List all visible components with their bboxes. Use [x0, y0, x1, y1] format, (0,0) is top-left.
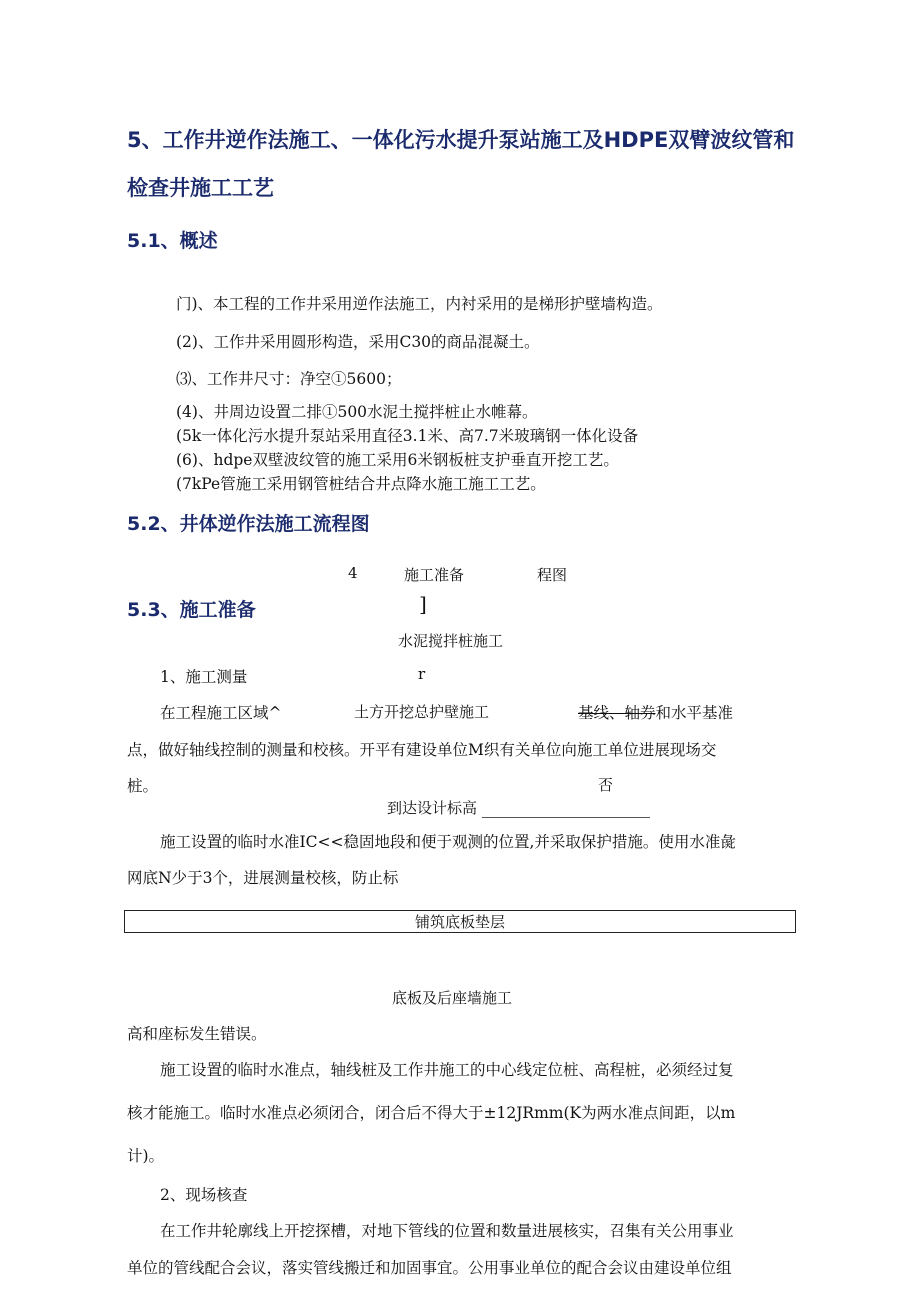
overview-item-1: 门)、本工程的工作井采用逆作法施工，内衬采用的是梯形护壁墙构造。 [176, 295, 663, 313]
chapter-title-line2: 检查井施工工艺 [127, 176, 274, 200]
section-5-3-title: 5.3、施工准备 [127, 599, 256, 621]
flow-step-mixing-pile: 水泥搅拌桩施工 [398, 632, 504, 650]
struck-text: 基线、轴券 [578, 704, 656, 722]
flow-step-bedding: 铺筑底板垫层 [414, 913, 505, 931]
survey-para1-line2: 点，做好轴线控制的测量和校核。开平有建设单位M织有关单位向施工单位进展现场交 [127, 741, 717, 759]
survey-para2-line3: 高和座标发生错误。 [127, 1025, 267, 1043]
flow-step-preparation: 施工准备 [404, 566, 465, 584]
subsection-survey-title: 1、施工测量 [160, 668, 248, 686]
survey-para2-line2: 网底N少于3个，进展测量校核，防止标 [127, 869, 399, 887]
section-5-1-title: 5.1、概述 [127, 230, 218, 252]
survey-para3-line3: 计)。 [127, 1147, 165, 1165]
site-check-para-line2: 单位的管线配合会议，落实管线搬迁和加固事宜。公用事业单位的配合会议由建设单位组 [127, 1259, 732, 1277]
chapter-title-line1: 5、工作井逆作法施工、一体化污水提升泵站施工及HDPE双臂波纹管和 [127, 128, 795, 152]
flow-connector: ] [419, 592, 427, 616]
survey-para1-end: 和水平基准 [655, 704, 734, 722]
overview-item-3: ⑶、工作井尺寸：净空①5600； [176, 370, 402, 388]
flow-step-slab: 底板及后座墙施工 [392, 989, 513, 1007]
flow-step-reach-elevation [387, 797, 650, 818]
overview-item-4: (4)、井周边设置二排①500水泥土搅拌桩止水帷幕。 [176, 403, 538, 421]
overview-item-5: (5k一体化污水提升泵站采用直径3.1米、高7.7米玻璃钢一体化设备 [176, 427, 639, 445]
flow-fragment-r: r [418, 665, 426, 683]
overview-item-6: (6)、hdpe双壁波纹管的施工采用6米钢板桩支护垂直开挖工艺。 [176, 451, 619, 469]
survey-para1-struck [578, 701, 733, 723]
survey-para3-line2: 核才能施工。临时水准点必须闭合，闭合后不得大于±12JRmm(K为两水准点间距，以m [127, 1104, 736, 1122]
survey-para1-line3: 桩。 [127, 777, 159, 795]
subsection-site-check-title: 2、现场核查 [160, 1186, 248, 1204]
flow-decision-no: 否 [598, 776, 614, 794]
survey-para2-line1: 施工设置的临时水准IC<<稳固地段和便于观测的位置,并采取保护措施。使用水准彘 [160, 833, 736, 851]
overview-item-2: (2)、工作井采用圆形构造，采用C30的商品混凝土。 [176, 333, 540, 351]
flow-step-reach-label: 到达设计标高 [387, 799, 478, 817]
flow-chart-label: 程图 [537, 566, 568, 584]
survey-para3-line1: 施工设置的临时水准点，轴线桩及工作井施工的中心线定位桩、高程桩，必须经过复 [160, 1061, 734, 1079]
overview-item-7: (7kPe管施工采用钢管桩结合井点降水施工施工工艺。 [176, 475, 546, 493]
survey-para1-start: 在工程施工区域^ [160, 704, 282, 722]
flow-underline [482, 803, 650, 818]
site-check-para-line1: 在工作井轮廓线上开挖探槽，对地下管线的位置和数量进展核实，召集有关公用事业 [160, 1222, 734, 1240]
flow-step-bedding-box [124, 910, 796, 933]
flow-number: 4 [348, 564, 358, 582]
section-5-2-title: 5.2、井体逆作法施工流程图 [127, 513, 370, 535]
flow-step-earthwork: 土方开挖总护壁施工 [354, 703, 490, 721]
